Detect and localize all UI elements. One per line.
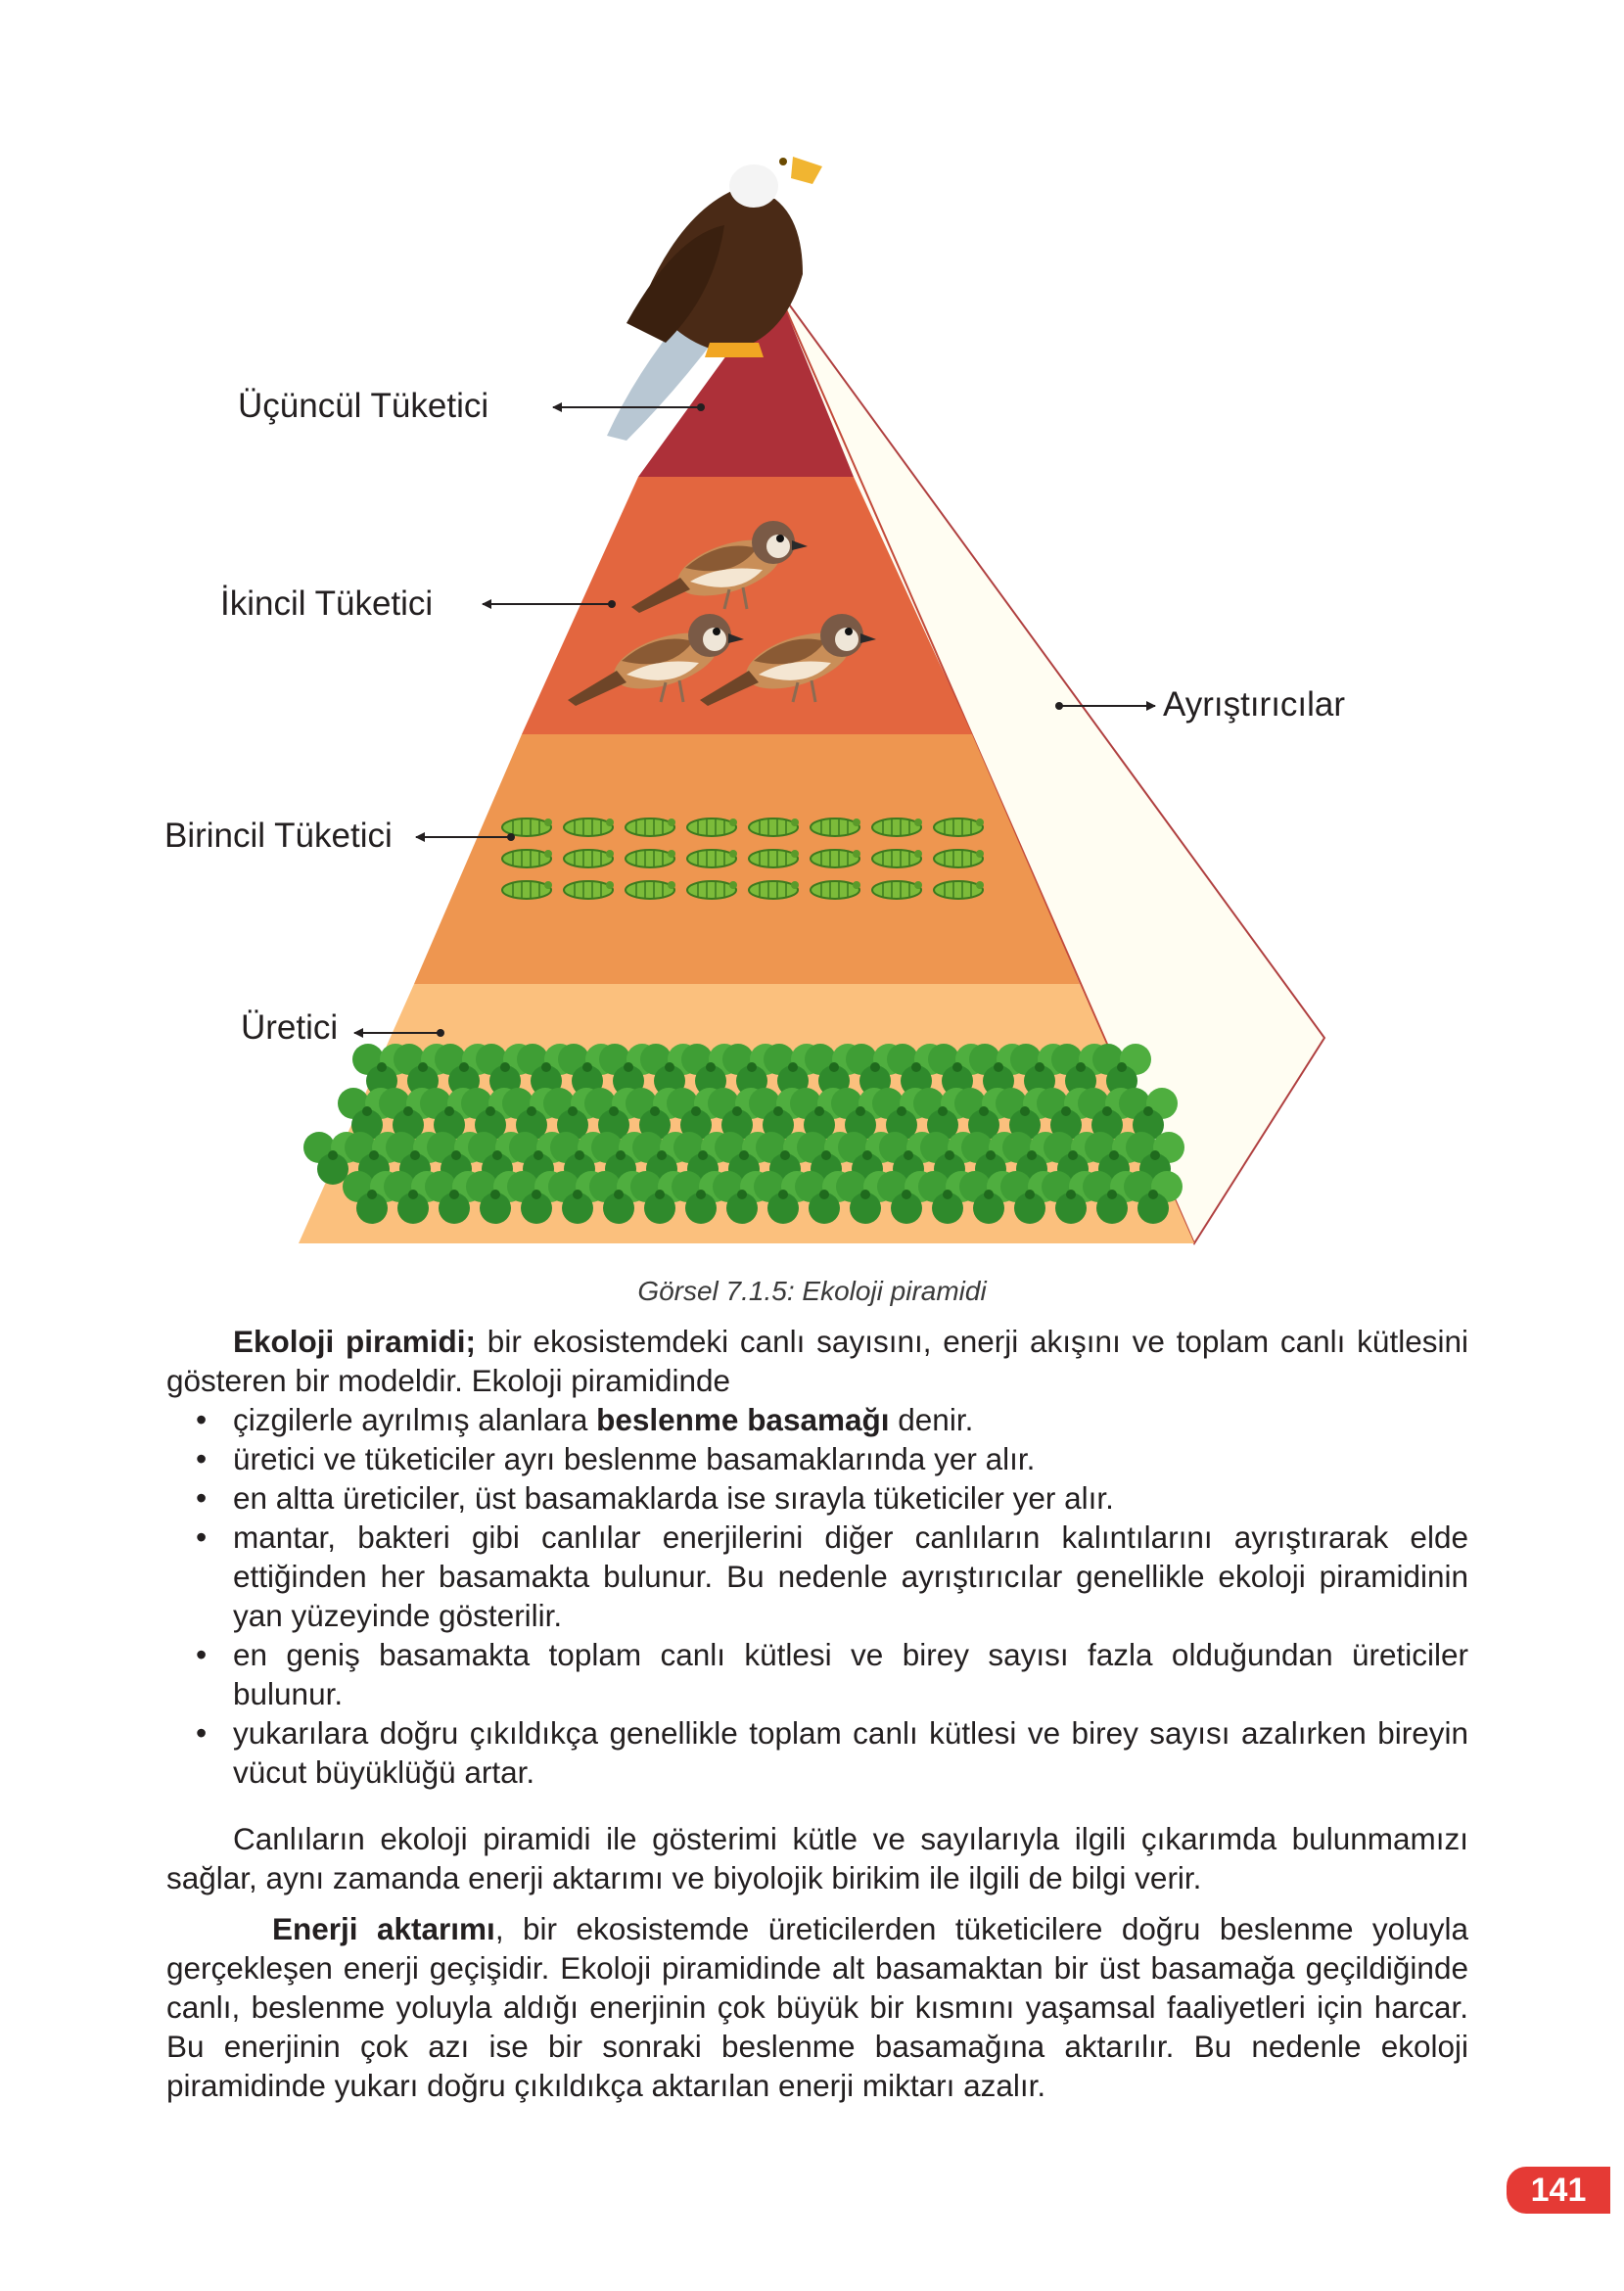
list-item: • çizgilerle ayrılmış alanlara beslenme basamağı denir. xyxy=(166,1400,1468,1439)
term-energy-transfer: Enerji aktarımı xyxy=(272,1911,495,1946)
caterpillar xyxy=(626,818,675,836)
caterpillar xyxy=(934,818,984,836)
list-item: • üretici ve tüketiciler ayrı beslenme basamaklarında yer alır. xyxy=(166,1439,1468,1478)
body-text xyxy=(166,1322,1468,2105)
caterpillar xyxy=(872,850,922,867)
caterpillar xyxy=(626,881,675,899)
label-tertiary-consumer: Üçüncül Tüketici xyxy=(238,387,489,425)
caterpillar xyxy=(934,881,984,899)
caterpillar xyxy=(564,818,614,836)
definition-text: bir ekosistemdeki canlı sayısını, enerji akışını ve toplam canlı kütlesini gösteren bir modeldir. Ekoloji piramidinde xyxy=(166,1324,1468,1398)
caterpillar xyxy=(811,818,860,836)
term-feeding-level: beslenme basamağı xyxy=(596,1402,890,1437)
clover-plants xyxy=(303,1044,1184,1224)
caterpillar xyxy=(811,881,860,899)
caterpillar xyxy=(626,850,675,867)
caterpillar xyxy=(872,818,922,836)
caterpillar xyxy=(811,850,860,867)
figure-caption: Görsel 7.1.5: Ekoloji piramidi xyxy=(637,1276,987,1306)
list-item: • mantar, bakteri gibi canlılar enerjilerini diğer canlıların kalıntılarını ayrıştırarak elde ettiğinden her basamakta bulunur. Bu nedenle ayrıştırıcılar genellikle ekoloji piramidinin yan yüzeyinde gösterilir. xyxy=(166,1518,1468,1635)
label-decomposers: Ayrıştırıcılar xyxy=(1163,685,1346,724)
label-producer: Üretici xyxy=(241,1008,339,1047)
caterpillar xyxy=(502,881,552,899)
caterpillar xyxy=(564,850,614,867)
caterpillar xyxy=(687,818,737,836)
caterpillar xyxy=(502,850,552,867)
list-item: • en geniş basamakta toplam canlı kütlesi ve birey sayısı fazla olduğundan üreticiler bulunur. xyxy=(166,1635,1468,1713)
paragraph-definition xyxy=(166,1322,1468,1400)
label-primary-consumer: Birincil Tüketici xyxy=(164,817,393,855)
paragraph-representation: Canlıların ekoloji piramidi ile gösterimi kütle ve sayılarıyla ilgili çıkarımda bulunmamızı sağlar, aynı zamanda enerji aktarımı ve biyolojik birikim ile ilgili de bilgi verir. xyxy=(166,1821,1468,1895)
label-secondary-consumer: İkincil Tüketici xyxy=(220,584,434,623)
caterpillar xyxy=(687,850,737,867)
caterpillar xyxy=(934,850,984,867)
caterpillar xyxy=(687,881,737,899)
caterpillar xyxy=(749,881,799,899)
caterpillar xyxy=(872,881,922,899)
page-number: 141 xyxy=(1507,2167,1610,2214)
caterpillar xyxy=(749,850,799,867)
list-item: • en altta üreticiler, üst basamaklarda ise sırayla tüketiciler yer alır. xyxy=(166,1478,1468,1518)
caterpillar xyxy=(564,881,614,899)
bullet-list xyxy=(166,1400,1468,1792)
caterpillar xyxy=(749,818,799,836)
paragraph-energy-transfer: Enerji aktarımı, bir ekosistemde üreticilerden tüketicilere doğru beslenme yoluyla gerçekleşen enerji geçişidir. Ekoloji piramidinde alt basamaktan bir üst basamağa geçildiğinde canlı, beslenme yoluyla aldığı enerjinin çok büyük bir kısmını yaşamsal faaliyetleri için harcar. Bu enerjinin çok azı ise bir sonraki beslenme basamağına aktarılır. Bu nedenle ekoloji piramidinde yukarı doğru çıkıldıkça aktarılan enerji miktarı azalır. xyxy=(166,1911,1468,2103)
term-ecology-pyramid: Ekoloji piramidi; xyxy=(233,1324,477,1359)
list-item: • yukarılara doğru çıkıldıkça genellikle toplam canlı kütlesi ve birey sayısı azalırken bireyin vücut büyüklüğü artar. xyxy=(166,1713,1468,1792)
